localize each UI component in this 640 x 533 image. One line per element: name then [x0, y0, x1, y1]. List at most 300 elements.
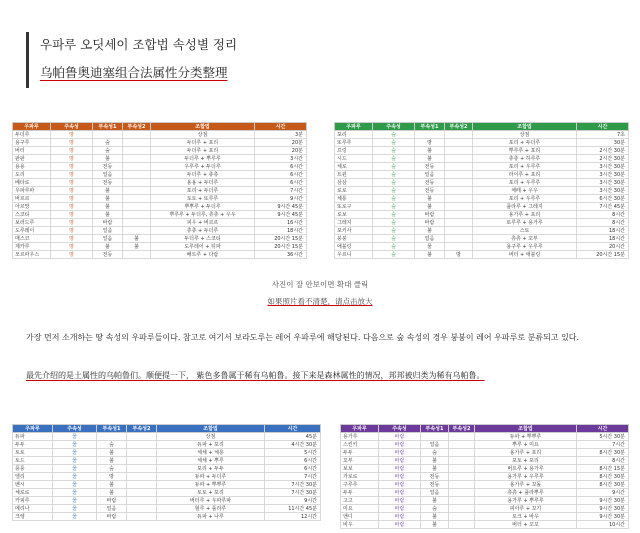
- table-cell: 체체 + 뿌루: [157, 457, 265, 465]
- column-header: 부속성1: [97, 425, 127, 433]
- table-row: [13, 171, 307, 179]
- table-cell: 토토 + 포리: [157, 489, 265, 497]
- table-cell: [123, 251, 151, 259]
- table-cell: 불: [421, 521, 449, 529]
- table-cell: 물: [53, 481, 97, 489]
- table-cell: 포리 + 두더루: [473, 139, 577, 147]
- table-cell: 두두: [341, 449, 379, 457]
- table-cell: [123, 187, 151, 195]
- table-cell: 땅: [51, 131, 93, 139]
- table-cell: [449, 505, 475, 513]
- column-header: 주속성: [53, 425, 97, 433]
- table-cell: 불: [421, 457, 449, 465]
- column-header: 주속성: [379, 425, 421, 433]
- table-cell: 듀파 + 뿌뿌루: [157, 481, 265, 489]
- table-cell: 피아루 + 꼬기: [475, 505, 577, 513]
- table-row: [335, 187, 629, 195]
- table-cell: 20시간: [577, 243, 629, 251]
- table-cell: 30분: [577, 139, 629, 147]
- body-paragraph-korean: 가장 먼저 소개하는 땅 속성의 우파루들이다. 참고로 여기서 보라도루는 레어 우파루에 해당된다. 다음으로 숲 속성의 경우 붕붕이 레어 우파루로 분류되고 있다.: [26, 333, 580, 342]
- table-cell: 바람: [379, 505, 421, 513]
- table-cell: 츄츄 + 하루루: [473, 155, 577, 163]
- table-cell: 꼬부: [341, 457, 379, 465]
- table-cell: 바람: [379, 465, 421, 473]
- table-cell: 20시간 15분: [577, 251, 629, 259]
- table-cell: 땅: [51, 211, 93, 219]
- table-cell: [449, 481, 475, 489]
- table-cell: 8시간: [577, 457, 629, 465]
- table-cell: 8시간 30분: [577, 481, 629, 489]
- table-cell: 버터 + 꼬꼬: [475, 521, 577, 529]
- table-cell: 숲: [373, 155, 415, 163]
- table-cell: 3시간 30분: [577, 179, 629, 187]
- table-cell: 불: [97, 449, 127, 457]
- table-row: [341, 457, 629, 465]
- table-cell: [127, 513, 157, 521]
- table-cell: 또로구: [335, 203, 373, 211]
- column-header: 부속성1: [93, 123, 123, 131]
- table-cell: 땅: [51, 147, 93, 155]
- table-row: [341, 497, 629, 505]
- table-cell: 포리 + 우루루: [473, 179, 577, 187]
- table-row: [13, 163, 307, 171]
- table-cell: 9시간: [577, 489, 629, 497]
- table-cell: [123, 227, 151, 235]
- table-cell: 7시간: [577, 441, 629, 449]
- table-cell: 땅: [51, 243, 93, 251]
- column-header: 우파루: [341, 425, 379, 433]
- table-cell: 9시간: [265, 497, 321, 505]
- table-cell: [127, 481, 157, 489]
- table-cell: 얼음: [421, 489, 449, 497]
- table-cell: 7시간 30분: [265, 481, 321, 489]
- table-cell: 바람: [97, 497, 127, 505]
- table-cell: 숲: [373, 211, 415, 219]
- table-row: [13, 147, 307, 155]
- table-cell: 숲: [373, 235, 415, 243]
- forest-attribute-table: [334, 122, 629, 259]
- table-cell: 포키사: [335, 227, 373, 235]
- table-cell: [127, 489, 157, 497]
- table-cell: [415, 131, 445, 139]
- table-cell: [445, 179, 473, 187]
- table-cell: 땅: [51, 227, 93, 235]
- table-row: [335, 211, 629, 219]
- table-row: [13, 235, 307, 243]
- table-cell: 프링: [335, 147, 373, 155]
- table-cell: 7시간 30분: [265, 489, 321, 497]
- table-cell: 바람: [379, 457, 421, 465]
- table-row: [335, 171, 629, 179]
- table-row: [13, 203, 307, 211]
- table-header-row: [13, 123, 307, 131]
- table-row: [341, 513, 629, 521]
- table-cell: 스킨키: [341, 441, 379, 449]
- table-row: [13, 243, 307, 251]
- table-cell: 전등: [421, 473, 449, 481]
- table-cell: [127, 449, 157, 457]
- table-cell: 물: [53, 505, 97, 513]
- table-cell: 불: [123, 235, 151, 243]
- table-cell: 체롱: [335, 195, 373, 203]
- table-cell: 풍풍: [13, 465, 53, 473]
- table-cell: [449, 521, 475, 529]
- table-cell: 베트루 + 다람: [151, 251, 255, 259]
- table-cell: 땅: [445, 251, 473, 259]
- table-cell: [445, 219, 473, 227]
- table-row: [335, 139, 629, 147]
- table-cell: 물: [53, 433, 97, 441]
- table-cell: 버터: [13, 147, 51, 155]
- table-cell: 바람: [379, 497, 421, 505]
- table-cell: 우루루 + 두더루: [151, 163, 255, 171]
- table-cell: 토크 + 바우: [475, 513, 577, 521]
- table-cell: 용가루 + 우루루: [475, 473, 577, 481]
- table-cell: 상점: [473, 131, 577, 139]
- table-cell: 버터루 + 우파루파: [157, 497, 265, 505]
- table-cell: 전등: [93, 179, 123, 187]
- table-header-row: [13, 425, 321, 433]
- table-cell: 물: [53, 449, 97, 457]
- table-cell: 5시간: [265, 449, 321, 457]
- table-row: [13, 449, 321, 457]
- table-row: [335, 131, 629, 139]
- table-cell: 불: [123, 243, 151, 251]
- table-row: [13, 219, 307, 227]
- table-cell: 바람: [415, 219, 445, 227]
- table-cell: 용가루: [341, 433, 379, 441]
- table-cell: [449, 473, 475, 481]
- table-cell: 불: [97, 489, 127, 497]
- column-header: 부속성2: [445, 123, 473, 131]
- table-cell: 또루루: [335, 139, 373, 147]
- table-cell: 크렝: [13, 513, 53, 521]
- table-cell: 불: [97, 457, 127, 465]
- table-cell: 물: [415, 243, 445, 251]
- table-cell: 8시간 30분: [577, 473, 629, 481]
- table-cell: 땅: [51, 187, 93, 195]
- table-cell: 2시간 30분: [577, 155, 629, 163]
- table-cell: 물: [53, 465, 97, 473]
- table-cell: 숲: [97, 441, 127, 449]
- table-cell: 땅: [51, 235, 93, 243]
- column-header: 시간: [577, 123, 629, 131]
- table-cell: [445, 155, 473, 163]
- body-paragraph-chinese: 最先介绍的是土属性的乌帕鲁们。顺便提一下， 紫色多鲁属于稀有乌帕鲁。接下来是森林属性的情况，邦邦被归类为稀有乌帕鲁。: [26, 371, 485, 380]
- table-cell: 용구루 + 우루루: [473, 243, 577, 251]
- table-cell: 불: [93, 155, 123, 163]
- table-cell: 츄츄 + 두더루: [151, 227, 255, 235]
- table-cell: 7시간 45분: [577, 203, 629, 211]
- table-cell: 판판: [13, 155, 51, 163]
- table-cell: [93, 131, 123, 139]
- table-cell: 체체 + 체롱: [157, 449, 265, 457]
- table-cell: 9시간 30분: [577, 513, 629, 521]
- table-cell: 벤시: [13, 481, 53, 489]
- table-cell: 3분: [255, 131, 307, 139]
- table-cell: [97, 433, 127, 441]
- table-row: [13, 155, 307, 163]
- table-cell: 두두: [13, 441, 53, 449]
- table-cell: [449, 433, 475, 441]
- table-cell: 불: [421, 465, 449, 473]
- table-cell: 토토: [13, 449, 53, 457]
- table-cell: [123, 211, 151, 219]
- table-cell: 8시간 30분: [577, 449, 629, 457]
- table-cell: 보보: [341, 465, 379, 473]
- table-row: [13, 195, 307, 203]
- image-caption-chinese: 如果照片看不清楚，请点击放大: [267, 297, 373, 306]
- table-cell: 20시간 15분: [255, 243, 307, 251]
- table-cell: 불: [415, 155, 445, 163]
- table-cell: 용가루 + 포리: [473, 211, 577, 219]
- table-cell: 숲: [373, 187, 415, 195]
- table-cell: 8시간 15분: [577, 465, 629, 473]
- table-cell: [449, 449, 475, 457]
- table-cell: 6시간 30분: [577, 195, 629, 203]
- column-header: 주속성: [373, 123, 415, 131]
- table-row: [335, 251, 629, 259]
- table-cell: 물: [53, 513, 97, 521]
- table-row: [13, 179, 307, 187]
- table-cell: [123, 195, 151, 203]
- table-row: [13, 473, 321, 481]
- table-cell: 숲: [93, 139, 123, 147]
- table-cell: 6시간: [255, 171, 307, 179]
- table-cell: 뿌루루 + 포리: [473, 147, 577, 155]
- table-cell: [123, 163, 151, 171]
- table-cell: 포리 + 두더루: [151, 187, 255, 195]
- column-header: 조합법: [473, 123, 577, 131]
- table-cell: 8시간: [577, 219, 629, 227]
- table-cell: 9시간: [255, 195, 307, 203]
- table-cell: 3시간 30분: [577, 163, 629, 171]
- table-cell: 4시간 30분: [265, 441, 321, 449]
- table-row: [13, 251, 307, 259]
- table-cell: 6시간: [265, 457, 321, 465]
- table-cell: 3시간 30분: [577, 187, 629, 195]
- column-header: 부속성1: [415, 123, 445, 131]
- table-cell: 구루루: [341, 481, 379, 489]
- table-cell: 로보: [335, 211, 373, 219]
- table-cell: 땅: [51, 251, 93, 259]
- table-cell: 두두: [341, 489, 379, 497]
- table-cell: 토드: [13, 457, 53, 465]
- table-cell: 얼음: [421, 441, 449, 449]
- table-cell: 바람: [415, 211, 445, 219]
- table-cell: 스코티: [13, 211, 51, 219]
- table-cell: 용구루: [13, 139, 51, 147]
- table-cell: 7초: [577, 131, 629, 139]
- column-header: 주속성: [51, 123, 93, 131]
- table-cell: 숲: [373, 147, 415, 155]
- table-cell: [449, 457, 475, 465]
- post-header: [26, 32, 626, 88]
- table-cell: 12시간: [265, 513, 321, 521]
- table-cell: 포토 + 포리: [475, 457, 577, 465]
- table-cell: [123, 179, 151, 187]
- table-cell: [449, 497, 475, 505]
- table-cell: 두더루 + 포리: [151, 139, 255, 147]
- table-cell: 불: [93, 243, 123, 251]
- table-cell: 7시간: [255, 187, 307, 195]
- table-cell: 숲: [373, 243, 415, 251]
- table-cell: [127, 465, 157, 473]
- table-cell: 츄츄 + 플라뿌루: [475, 489, 577, 497]
- table-cell: 버터 + 애블링: [473, 251, 577, 259]
- column-header: 조합법: [151, 123, 255, 131]
- table-cell: 바람: [97, 513, 127, 521]
- table-cell: 바람: [379, 449, 421, 457]
- table-cell: 상점: [157, 433, 265, 441]
- table-cell: 로로: [335, 187, 373, 195]
- table-row: [13, 465, 321, 473]
- table-row: [341, 449, 629, 457]
- table-cell: 8시간: [577, 211, 629, 219]
- table-cell: 얼음: [93, 227, 123, 235]
- table-cell: [123, 155, 151, 163]
- table-cell: 숲: [373, 131, 415, 139]
- table-cell: 용용: [13, 163, 51, 171]
- table-cell: 매스코: [13, 235, 51, 243]
- earth-attribute-table: [12, 122, 307, 259]
- table-row: [341, 489, 629, 497]
- table-cell: 숲: [373, 227, 415, 235]
- table-cell: 숲: [373, 171, 415, 179]
- column-header: 시간: [577, 425, 629, 433]
- table-cell: 6시간: [255, 179, 307, 187]
- table-cell: 붕붕: [335, 235, 373, 243]
- table-cell: 도루레이: [13, 227, 51, 235]
- table-cell: 숲: [373, 219, 415, 227]
- table-cell: 듀파 + 포리: [157, 441, 265, 449]
- table-row: [335, 195, 629, 203]
- table-cell: 숲: [97, 465, 127, 473]
- table-cell: 불: [421, 497, 449, 505]
- table-cell: 두더루 + 포리: [151, 147, 255, 155]
- table-cell: 듀파 + 두더루: [157, 473, 265, 481]
- table-cell: 전등: [93, 163, 123, 171]
- table-row: [13, 481, 321, 489]
- table-row: [13, 187, 307, 195]
- table-cell: 9시간 45분: [255, 203, 307, 211]
- table-cell: 가로로: [341, 473, 379, 481]
- column-header: 우파루: [13, 123, 51, 131]
- table-cell: [445, 203, 473, 211]
- table-cell: 숲: [421, 449, 449, 457]
- table-cell: 듀파: [13, 433, 53, 441]
- table-cell: [445, 195, 473, 203]
- column-header: 조합법: [157, 425, 265, 433]
- table-cell: 불: [415, 195, 445, 203]
- table-cell: 버트루 + 용가루: [475, 465, 577, 473]
- table-cell: 바람: [93, 219, 123, 227]
- column-header: 우파루: [13, 425, 53, 433]
- table-cell: 용가루 + 포리: [475, 449, 577, 457]
- table-cell: [123, 147, 151, 155]
- table-cell: 카피루: [13, 497, 53, 505]
- table-cell: [445, 139, 473, 147]
- table-cell: [445, 243, 473, 251]
- table-row: [341, 465, 629, 473]
- table-cell: 땅: [51, 171, 93, 179]
- column-header: 부속성2: [127, 425, 157, 433]
- table-cell: [445, 163, 473, 171]
- table-cell: [445, 171, 473, 179]
- table-cell: [445, 235, 473, 243]
- table-cell: 두더루 + 스코티: [151, 235, 255, 243]
- table-cell: 바람: [379, 441, 421, 449]
- table-cell: 우파루파: [13, 187, 51, 195]
- table-cell: [123, 219, 151, 227]
- table-cell: 뿌루 + 미요: [475, 441, 577, 449]
- table-cell: 전등: [415, 187, 445, 195]
- table-cell: 얼음: [93, 171, 123, 179]
- table-row: [335, 163, 629, 171]
- table-cell: 도리: [13, 171, 51, 179]
- table-cell: 라이루 + 포리: [473, 171, 577, 179]
- table-cell: 45분: [265, 433, 321, 441]
- water-attribute-table: [12, 424, 321, 521]
- table-row: [335, 227, 629, 235]
- table-cell: 미요: [341, 505, 379, 513]
- table-cell: 트윈: [335, 171, 373, 179]
- table-cell: 바람: [379, 481, 421, 489]
- table-cell: 18시간: [577, 235, 629, 243]
- table-row: [341, 481, 629, 489]
- table-cell: 도루레이 + 뒤파: [151, 243, 255, 251]
- table-cell: 10시간: [577, 521, 629, 529]
- table-cell: 엘리: [13, 473, 53, 481]
- column-header: 시간: [265, 425, 321, 433]
- table-cell: [127, 433, 157, 441]
- table-cell: 물: [53, 489, 97, 497]
- column-header: 부속성2: [123, 123, 151, 131]
- table-cell: [123, 139, 151, 147]
- table-row: [341, 521, 629, 529]
- table-cell: 9시간 30분: [577, 505, 629, 513]
- column-header: 시간: [255, 123, 307, 131]
- table-cell: 토토 + 또루루: [151, 195, 255, 203]
- table-cell: 보러드루: [13, 219, 51, 227]
- table-cell: 숲: [373, 179, 415, 187]
- table-row: [13, 441, 321, 449]
- table-cell: [445, 147, 473, 155]
- column-header: 우파루: [335, 123, 373, 131]
- header-title-chinese: 乌帕鲁奥迪塞组合法属性分类整理: [40, 65, 228, 80]
- table-row: [13, 497, 321, 505]
- table-cell: 불: [415, 251, 445, 259]
- table-cell: 11시간 45분: [265, 505, 321, 513]
- table-row: [335, 179, 629, 187]
- table-cell: [421, 433, 449, 441]
- table-row: [335, 155, 629, 163]
- table-cell: 숲: [373, 251, 415, 259]
- table-cell: 불: [93, 211, 123, 219]
- table-cell: 전등: [93, 251, 123, 259]
- table-row: [341, 433, 629, 441]
- table-cell: 물: [53, 497, 97, 505]
- table-header-row: [341, 425, 629, 433]
- header-title-korean: 우파루 오딧세이 조합법 속성별 정리: [40, 37, 238, 52]
- table-cell: 비우: [341, 521, 379, 529]
- table-row: [13, 513, 321, 521]
- table-cell: 용가루 + 뿌루루: [475, 497, 577, 505]
- table-cell: 체떼 + 우우: [473, 187, 577, 195]
- table-row: [13, 489, 321, 497]
- table-cell: 6시간: [265, 465, 321, 473]
- table-cell: 얼음: [415, 235, 445, 243]
